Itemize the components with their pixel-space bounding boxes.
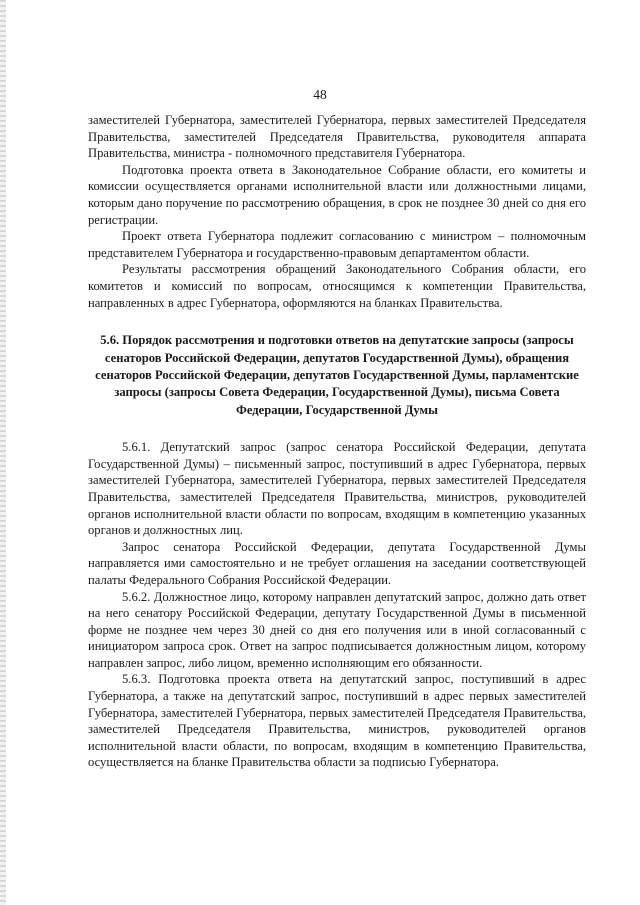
paragraph: Подготовка проекта ответа в Законодательное Собрание области, его комитеты и комиссии осуществляется органами исполнительной власти или должностными лицами, которым дано поручение по рассмотрению обращения, в срок не позднее 30 дней со дня его регистрации. xyxy=(88,162,586,227)
paragraph: 5.6.3. Подготовка проекта ответа на депутатский запрос, поступивший в адрес Губернатора, а также на депутатский запрос, поступивший в адрес первых заместителей Губернатора, заместителей Губернатора, первых заместителей Председателя Правительства, заместителей Председателя Правительства, министров, руководителей органов исполнительной власти области, по вопросам, входящим в компетенцию Правительства, осуществляется на бланке Правительства области за подписью Губернатора. xyxy=(88,672,586,770)
page-number: 48 xyxy=(313,87,327,102)
paragraph: Результаты рассмотрения обращений Законодательного Собрания области, его комитетов и комиссий по вопросам, относящимся к компетенции Правительства, направленных в адрес Губернатора, оформляются на бланках Правительства. xyxy=(88,262,586,310)
paragraph: Запрос сенатора Российской Федерации, депутата Государственной Думы направляется ими самостоятельно и не требует оглашения на заседании соответствующей палаты Федерального Собрания Российской Федерации. xyxy=(88,539,586,587)
paragraph: 5.6.1. Депутатский запрос (запрос сенатора Российской Федерации, депутата Государственной Думы) – письменный запрос, поступивший в адрес Губернатора, первых заместителей Губернатора, заместителей Губернатора, первых заместителей Председателя Правительства, заместителей Председателя Правительства, министров, руководителей органов исполнительной власти области по вопросам, входящим в компетенцию указанных органов и должностных лиц. xyxy=(88,440,586,538)
section-heading: 5.6. Порядок рассмотрения и подготовки ответов на депутатские запросы (запросы сенаторов Российской Федерации, депутатов Государственной Думы), обращения сенаторов Российской Федерации, депутатов Государственной Думы, парламентские запросы (запросы Совета Федерации, Государственной Думы), письма Совета Федерации, Государственной Думы xyxy=(95,333,579,417)
document-body xyxy=(88,112,586,771)
paragraph: Проект ответа Губернатора подлежит согласованию с министром – полномочным представителем Губернатора и государственно-правовым департаментом области. xyxy=(88,229,586,260)
scan-edge xyxy=(0,0,6,905)
paragraph: заместителей Губернатора, заместителей Губернатора, первых заместителей Председателя Правительства, заместителей Председателя Правительства, руководителя аппарата Правительства, министра - полномочного представителя Губернатора. xyxy=(88,113,586,161)
paragraph: 5.6.2. Должностное лицо, которому направлен депутатский запрос, должно дать ответ на него сенатору Российской Федерации, депутату Государственной Думы в письменной форме не позднее чем через 30 дней со дня его получения или в иной согласованный с инициатором запроса срок. Ответ на запрос подписывается должностным лицом, которому направлен запрос, либо лицом, временно исполняющим его обязанности. xyxy=(88,589,586,670)
